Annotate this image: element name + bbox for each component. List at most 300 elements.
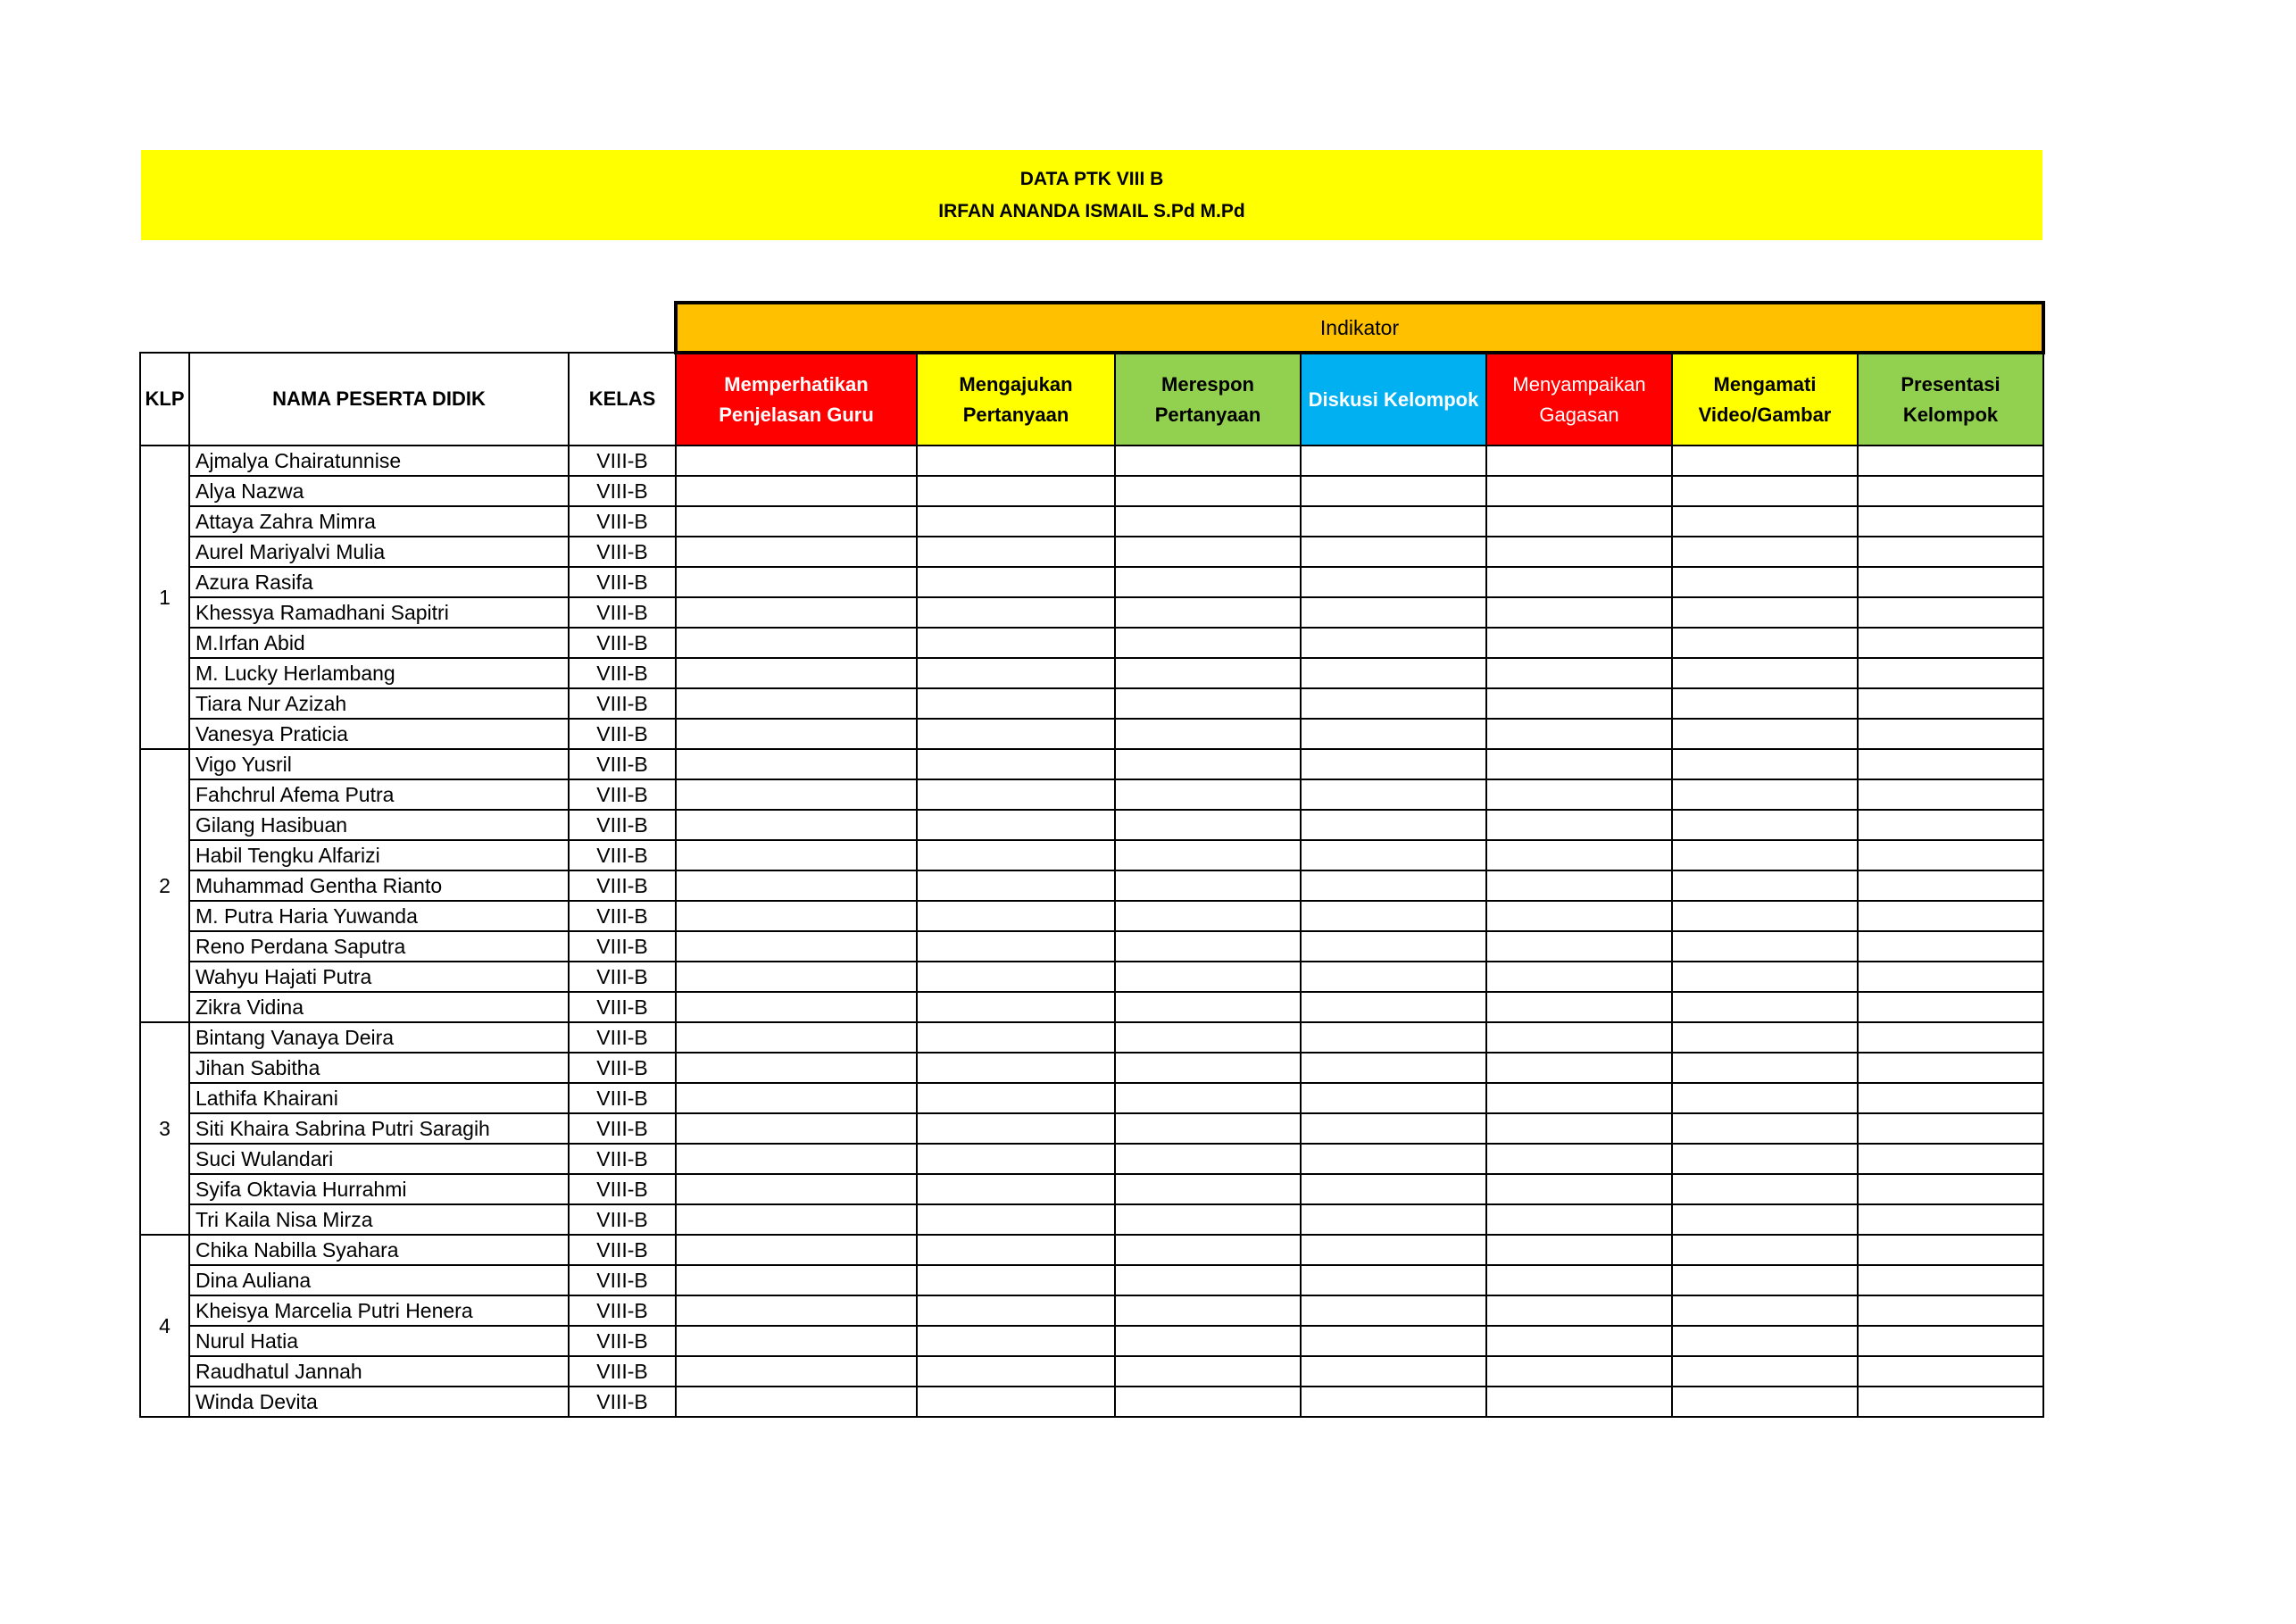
score-cell[interactable] (676, 1022, 917, 1053)
student-class[interactable]: VIII-B (569, 749, 676, 779)
score-cell[interactable] (917, 1083, 1115, 1113)
score-cell[interactable] (676, 1174, 917, 1204)
score-cell[interactable] (917, 1022, 1115, 1053)
score-cell[interactable] (676, 628, 917, 658)
score-cell[interactable] (1486, 1144, 1672, 1174)
score-cell[interactable] (1858, 1326, 2043, 1356)
score-cell[interactable] (1301, 1144, 1486, 1174)
student-class[interactable]: VIII-B (569, 1387, 676, 1417)
score-cell[interactable] (1672, 1174, 1858, 1204)
score-cell[interactable] (1486, 1235, 1672, 1265)
student-class[interactable]: VIII-B (569, 1356, 676, 1387)
score-cell[interactable] (917, 870, 1115, 901)
score-cell[interactable] (676, 597, 917, 628)
score-cell[interactable] (1858, 567, 2043, 597)
student-name[interactable]: Raudhatul Jannah (189, 1356, 569, 1387)
score-cell[interactable] (1115, 901, 1301, 931)
student-name[interactable]: Kheisya Marcelia Putri Henera (189, 1295, 569, 1326)
student-name[interactable]: M. Putra Haria Yuwanda (189, 901, 569, 931)
score-cell[interactable] (1115, 476, 1301, 506)
score-cell[interactable] (1115, 1113, 1301, 1144)
score-cell[interactable] (917, 719, 1115, 749)
score-cell[interactable] (1486, 688, 1672, 719)
score-cell[interactable] (917, 901, 1115, 931)
score-cell[interactable] (1115, 962, 1301, 992)
score-cell[interactable] (1858, 688, 2043, 719)
score-cell[interactable] (1115, 658, 1301, 688)
student-name[interactable]: M. Lucky Herlambang (189, 658, 569, 688)
score-cell[interactable] (1301, 1174, 1486, 1204)
student-class[interactable]: VIII-B (569, 506, 676, 537)
score-cell[interactable] (1486, 1295, 1672, 1326)
score-cell[interactable] (917, 931, 1115, 962)
score-cell[interactable] (1486, 1022, 1672, 1053)
table-row (140, 1083, 2043, 1113)
student-class[interactable]: VIII-B (569, 628, 676, 658)
score-cell[interactable] (1115, 779, 1301, 810)
student-class[interactable]: VIII-B (569, 931, 676, 962)
score-cell[interactable] (1301, 446, 1486, 476)
student-name[interactable]: Muhammad Gentha Rianto (189, 870, 569, 901)
score-cell[interactable] (1672, 1204, 1858, 1235)
score-cell[interactable] (1115, 1326, 1301, 1356)
score-cell[interactable] (676, 870, 917, 901)
score-cell[interactable] (1672, 1295, 1858, 1326)
score-cell[interactable] (1301, 1053, 1486, 1083)
score-cell[interactable] (1301, 992, 1486, 1022)
score-cell[interactable] (1115, 1022, 1301, 1053)
score-cell[interactable] (917, 628, 1115, 658)
score-cell[interactable] (1672, 779, 1858, 810)
score-cell[interactable] (1115, 1265, 1301, 1295)
score-cell[interactable] (1115, 992, 1301, 1022)
score-cell[interactable] (1672, 1144, 1858, 1174)
score-cell[interactable] (1486, 1083, 1672, 1113)
group-number: 1 (140, 446, 189, 749)
score-cell[interactable] (917, 476, 1115, 506)
title-band (141, 150, 2042, 240)
student-name[interactable]: Vanesya Praticia (189, 719, 569, 749)
student-class[interactable]: VIII-B (569, 1204, 676, 1235)
score-cell[interactable] (1672, 810, 1858, 840)
score-cell[interactable] (1858, 749, 2043, 779)
student-class[interactable]: VIII-B (569, 1326, 676, 1356)
score-cell[interactable] (1301, 962, 1486, 992)
score-cell[interactable] (917, 992, 1115, 1022)
student-name[interactable]: Jihan Sabitha (189, 1053, 569, 1083)
score-cell[interactable] (1672, 537, 1858, 567)
score-cell[interactable] (676, 1204, 917, 1235)
score-cell[interactable] (1301, 1083, 1486, 1113)
score-cell[interactable] (1858, 597, 2043, 628)
score-cell[interactable] (917, 1144, 1115, 1174)
student-class[interactable]: VIII-B (569, 1053, 676, 1083)
score-cell[interactable] (676, 506, 917, 537)
score-cell[interactable] (1672, 992, 1858, 1022)
score-cell[interactable] (1858, 1053, 2043, 1083)
score-cell[interactable] (1672, 1235, 1858, 1265)
student-name[interactable]: M.Irfan Abid (189, 628, 569, 658)
score-cell[interactable] (1301, 1326, 1486, 1356)
score-cell[interactable] (1301, 537, 1486, 567)
score-cell[interactable] (1486, 1265, 1672, 1295)
score-cell[interactable] (1301, 688, 1486, 719)
score-cell[interactable] (676, 658, 917, 688)
header-row (140, 353, 2043, 446)
score-cell[interactable] (917, 1326, 1115, 1356)
student-class[interactable]: VIII-B (569, 658, 676, 688)
score-cell[interactable] (1858, 840, 2043, 870)
score-cell[interactable] (1301, 901, 1486, 931)
student-name[interactable]: Ajmalya Chairatunnise (189, 446, 569, 476)
score-cell[interactable] (1115, 1083, 1301, 1113)
score-cell[interactable] (1858, 1083, 2043, 1113)
score-cell[interactable] (676, 1083, 917, 1113)
score-cell[interactable] (676, 1113, 917, 1144)
score-cell[interactable] (1672, 597, 1858, 628)
score-cell[interactable] (917, 810, 1115, 840)
score-cell[interactable] (1301, 749, 1486, 779)
student-class[interactable]: VIII-B (569, 779, 676, 810)
student-name[interactable]: Khessya Ramadhani Sapitri (189, 597, 569, 628)
score-cell[interactable] (676, 1144, 917, 1174)
score-cell[interactable] (1858, 1265, 2043, 1295)
score-cell[interactable] (1486, 1356, 1672, 1387)
score-cell[interactable] (1301, 931, 1486, 962)
score-cell[interactable] (1858, 1356, 2043, 1387)
student-class[interactable]: VIII-B (569, 870, 676, 901)
score-cell[interactable] (1672, 446, 1858, 476)
score-cell[interactable] (1858, 506, 2043, 537)
score-cell[interactable] (1858, 1387, 2043, 1417)
student-class[interactable]: VIII-B (569, 688, 676, 719)
score-cell[interactable] (1301, 597, 1486, 628)
score-cell[interactable] (676, 1387, 917, 1417)
score-cell[interactable] (1486, 992, 1672, 1022)
score-cell[interactable] (1486, 1204, 1672, 1235)
score-cell[interactable] (1858, 992, 2043, 1022)
score-cell[interactable] (1672, 1387, 1858, 1417)
score-cell[interactable] (1672, 658, 1858, 688)
score-cell[interactable] (1115, 628, 1301, 658)
student-name[interactable]: Alya Nazwa (189, 476, 569, 506)
group-number: 4 (140, 1235, 189, 1417)
ptk-table (139, 301, 2045, 1418)
student-name[interactable]: Syifa Oktavia Hurrahmi (189, 1174, 569, 1204)
score-cell[interactable] (917, 962, 1115, 992)
score-cell[interactable] (1858, 1113, 2043, 1144)
student-class[interactable]: VIII-B (569, 1295, 676, 1326)
student-name[interactable]: Bintang Vanaya Deira (189, 1022, 569, 1053)
score-cell[interactable] (1301, 1387, 1486, 1417)
score-cell[interactable] (1301, 476, 1486, 506)
score-cell[interactable] (1301, 1295, 1486, 1326)
score-cell[interactable] (1672, 1326, 1858, 1356)
score-cell[interactable] (1858, 628, 2043, 658)
score-cell[interactable] (1115, 1053, 1301, 1083)
score-cell[interactable] (676, 962, 917, 992)
score-cell[interactable] (1115, 1204, 1301, 1235)
score-cell[interactable] (676, 1295, 917, 1326)
student-class[interactable]: VIII-B (569, 1113, 676, 1144)
score-cell[interactable] (676, 1326, 917, 1356)
score-cell[interactable] (1301, 779, 1486, 810)
score-cell[interactable] (1672, 1083, 1858, 1113)
student-name[interactable]: Tiara Nur Azizah (189, 688, 569, 719)
score-cell[interactable] (1858, 658, 2043, 688)
score-cell[interactable] (1115, 1235, 1301, 1265)
score-cell[interactable] (1115, 840, 1301, 870)
student-name[interactable]: Habil Tengku Alfarizi (189, 840, 569, 870)
score-cell[interactable] (917, 567, 1115, 597)
score-cell[interactable] (1858, 1174, 2043, 1204)
score-cell[interactable] (1486, 779, 1672, 810)
score-cell[interactable] (917, 446, 1115, 476)
score-cell[interactable] (1486, 870, 1672, 901)
score-cell[interactable] (676, 992, 917, 1022)
score-cell[interactable] (1672, 719, 1858, 749)
student-class[interactable]: VIII-B (569, 962, 676, 992)
score-cell[interactable] (676, 1356, 917, 1387)
student-class[interactable]: VIII-B (569, 1022, 676, 1053)
student-class[interactable]: VIII-B (569, 597, 676, 628)
score-cell[interactable] (1115, 1144, 1301, 1174)
score-cell[interactable] (1115, 810, 1301, 840)
score-cell[interactable] (1486, 1113, 1672, 1144)
student-name[interactable]: Suci Wulandari (189, 1144, 569, 1174)
student-name[interactable]: Attaya Zahra Mimra (189, 506, 569, 537)
score-cell[interactable] (1301, 658, 1486, 688)
score-cell[interactable] (1301, 1113, 1486, 1144)
score-cell[interactable] (1486, 1053, 1672, 1083)
score-cell[interactable] (917, 1053, 1115, 1083)
score-cell[interactable] (1486, 628, 1672, 658)
student-class[interactable]: VIII-B (569, 1174, 676, 1204)
score-cell[interactable] (676, 688, 917, 719)
score-cell[interactable] (1858, 870, 2043, 901)
score-cell[interactable] (1115, 1387, 1301, 1417)
score-cell[interactable] (1115, 931, 1301, 962)
score-cell[interactable] (1672, 688, 1858, 719)
score-cell[interactable] (676, 1265, 917, 1295)
student-name[interactable]: Azura Rasifa (189, 567, 569, 597)
student-class[interactable]: VIII-B (569, 1144, 676, 1174)
score-cell[interactable] (1858, 962, 2043, 992)
student-name[interactable]: Tri Kaila Nisa Mirza (189, 1204, 569, 1235)
score-cell[interactable] (676, 476, 917, 506)
score-cell[interactable] (1486, 962, 1672, 992)
student-name[interactable]: Reno Perdana Saputra (189, 931, 569, 962)
score-cell[interactable] (676, 779, 917, 810)
student-class[interactable]: VIII-B (569, 1083, 676, 1113)
score-cell[interactable] (1486, 840, 1672, 870)
score-cell[interactable] (1115, 567, 1301, 597)
score-cell[interactable] (676, 1235, 917, 1265)
student-name[interactable]: Nurul Hatia (189, 1326, 569, 1356)
score-cell[interactable] (1672, 901, 1858, 931)
score-cell[interactable] (1672, 567, 1858, 597)
student-class[interactable]: VIII-B (569, 810, 676, 840)
student-name[interactable]: Gilang Hasibuan (189, 810, 569, 840)
student-name[interactable]: Lathifa Khairani (189, 1083, 569, 1113)
score-cell[interactable] (676, 810, 917, 840)
score-cell[interactable] (917, 1265, 1115, 1295)
score-cell[interactable] (1672, 1022, 1858, 1053)
score-cell[interactable] (1858, 1144, 2043, 1174)
score-cell[interactable] (1301, 840, 1486, 870)
score-cell[interactable] (1672, 476, 1858, 506)
score-cell[interactable] (1672, 931, 1858, 962)
table-row (140, 1265, 2043, 1295)
score-cell[interactable] (1858, 901, 2043, 931)
score-cell[interactable] (1486, 901, 1672, 931)
indikator-row (140, 303, 2043, 353)
score-cell[interactable] (1115, 688, 1301, 719)
score-cell[interactable] (1858, 1022, 2043, 1053)
student-name[interactable]: Zikra Vidina (189, 992, 569, 1022)
score-cell[interactable] (676, 446, 917, 476)
score-cell[interactable] (1301, 1204, 1486, 1235)
score-cell[interactable] (1672, 1113, 1858, 1144)
score-cell[interactable] (1301, 567, 1486, 597)
score-cell[interactable] (1115, 446, 1301, 476)
student-class[interactable]: VIII-B (569, 537, 676, 567)
student-class[interactable]: VIII-B (569, 719, 676, 749)
score-cell[interactable] (917, 597, 1115, 628)
score-cell[interactable] (1301, 719, 1486, 749)
score-cell[interactable] (1858, 1235, 2043, 1265)
student-class[interactable]: VIII-B (569, 446, 676, 476)
student-class[interactable]: VIII-B (569, 840, 676, 870)
student-name[interactable]: Chika Nabilla Syahara (189, 1235, 569, 1265)
score-cell[interactable] (1486, 810, 1672, 840)
score-cell[interactable] (1301, 1356, 1486, 1387)
score-cell[interactable] (917, 1387, 1115, 1417)
score-cell[interactable] (917, 658, 1115, 688)
score-cell[interactable] (1858, 537, 2043, 567)
score-cell[interactable] (1486, 476, 1672, 506)
score-cell[interactable] (1115, 1174, 1301, 1204)
score-cell[interactable] (1672, 840, 1858, 870)
score-cell[interactable] (917, 1174, 1115, 1204)
score-cell[interactable] (1486, 567, 1672, 597)
score-cell[interactable] (1486, 931, 1672, 962)
score-cell[interactable] (1858, 476, 2043, 506)
score-cell[interactable] (1301, 506, 1486, 537)
score-cell[interactable] (1115, 506, 1301, 537)
score-cell[interactable] (676, 840, 917, 870)
score-cell[interactable] (1115, 749, 1301, 779)
student-class[interactable]: VIII-B (569, 1265, 676, 1295)
score-cell[interactable] (917, 1204, 1115, 1235)
score-cell[interactable] (1301, 1022, 1486, 1053)
score-cell[interactable] (1301, 810, 1486, 840)
score-cell[interactable] (917, 537, 1115, 567)
score-cell[interactable] (1858, 810, 2043, 840)
score-cell[interactable] (1486, 1387, 1672, 1417)
score-cell[interactable] (1858, 446, 2043, 476)
score-cell[interactable] (1115, 1295, 1301, 1326)
score-cell[interactable] (1301, 870, 1486, 901)
score-cell[interactable] (917, 840, 1115, 870)
score-cell[interactable] (917, 506, 1115, 537)
score-cell[interactable] (1858, 1204, 2043, 1235)
score-cell[interactable] (1115, 1356, 1301, 1387)
score-cell[interactable] (1486, 1174, 1672, 1204)
student-class[interactable]: VIII-B (569, 476, 676, 506)
score-cell[interactable] (1301, 628, 1486, 658)
score-cell[interactable] (676, 537, 917, 567)
table-row (140, 931, 2043, 962)
score-cell[interactable] (676, 719, 917, 749)
student-class[interactable]: VIII-B (569, 567, 676, 597)
score-cell[interactable] (1858, 719, 2043, 749)
student-name[interactable]: Wahyu Hajati Putra (189, 962, 569, 992)
score-cell[interactable] (676, 931, 917, 962)
score-cell[interactable] (1672, 870, 1858, 901)
student-name[interactable]: Siti Khaira Sabrina Putri Saragih (189, 1113, 569, 1144)
score-cell[interactable] (1486, 506, 1672, 537)
score-cell[interactable] (1672, 962, 1858, 992)
score-cell[interactable] (917, 779, 1115, 810)
student-class[interactable]: VIII-B (569, 901, 676, 931)
score-cell[interactable] (1486, 597, 1672, 628)
score-cell[interactable] (1301, 1235, 1486, 1265)
score-cell[interactable] (1672, 749, 1858, 779)
score-cell[interactable] (917, 688, 1115, 719)
score-cell[interactable] (917, 749, 1115, 779)
score-cell[interactable] (676, 901, 917, 931)
score-cell[interactable] (676, 749, 917, 779)
score-cell[interactable] (1858, 1295, 2043, 1326)
score-cell[interactable] (1301, 1265, 1486, 1295)
student-name[interactable]: Aurel Mariyalvi Mulia (189, 537, 569, 567)
score-cell[interactable] (917, 1235, 1115, 1265)
score-cell[interactable] (676, 567, 917, 597)
score-cell[interactable] (1672, 1356, 1858, 1387)
table-row (140, 1053, 2043, 1083)
score-cell[interactable] (1672, 506, 1858, 537)
student-name[interactable]: Dina Auliana (189, 1265, 569, 1295)
student-class[interactable]: VIII-B (569, 1235, 676, 1265)
score-cell[interactable] (917, 1295, 1115, 1326)
score-cell[interactable] (1486, 446, 1672, 476)
score-cell[interactable] (1115, 537, 1301, 567)
score-cell[interactable] (1858, 779, 2043, 810)
score-cell[interactable] (917, 1356, 1115, 1387)
score-cell[interactable] (1115, 719, 1301, 749)
score-cell[interactable] (676, 1053, 917, 1083)
indikator-header: Indikator (676, 303, 2043, 353)
score-cell[interactable] (1858, 931, 2043, 962)
score-cell[interactable] (1486, 749, 1672, 779)
score-cell[interactable] (1115, 870, 1301, 901)
score-cell[interactable] (917, 1113, 1115, 1144)
score-cell[interactable] (1672, 1265, 1858, 1295)
indicator-col-4: Menyampaikan Gagasan (1486, 353, 1672, 446)
student-name[interactable]: Winda Devita (189, 1387, 569, 1417)
student-name[interactable]: Vigo Yusril (189, 749, 569, 779)
score-cell[interactable] (1486, 537, 1672, 567)
score-cell[interactable] (1486, 658, 1672, 688)
student-class[interactable]: VIII-B (569, 992, 676, 1022)
score-cell[interactable] (1486, 1326, 1672, 1356)
score-cell[interactable] (1486, 719, 1672, 749)
score-cell[interactable] (1115, 597, 1301, 628)
score-cell[interactable] (1672, 628, 1858, 658)
score-cell[interactable] (1672, 1053, 1858, 1083)
student-name[interactable]: Fahchrul Afema Putra (189, 779, 569, 810)
